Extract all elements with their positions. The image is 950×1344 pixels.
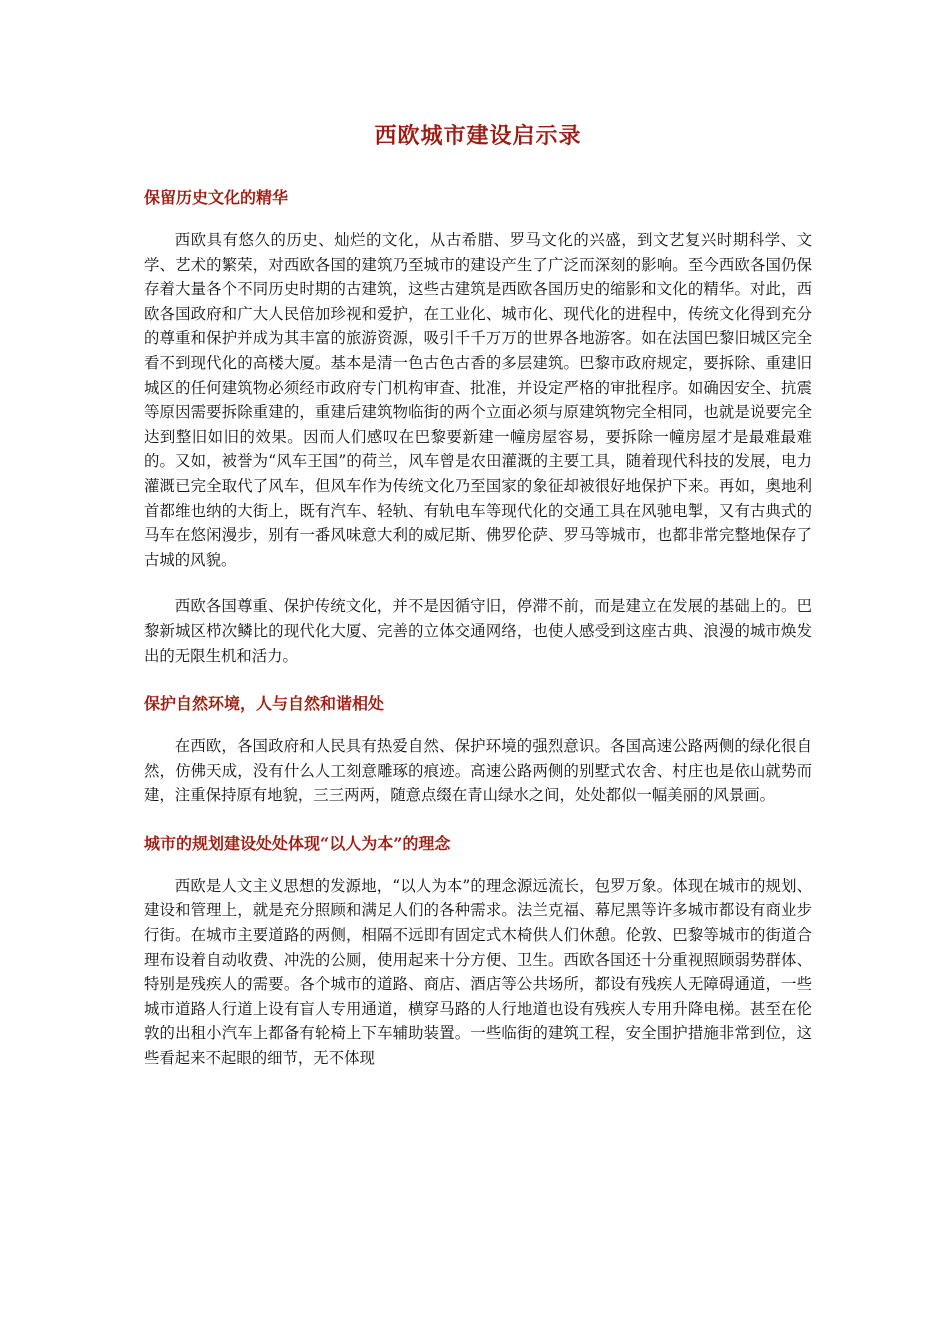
section-history (144, 184, 812, 668)
document-title: 西欧城市建设启示录 (374, 123, 582, 149)
body-paragraph: 西欧具有悠久的历史、灿烂的文化，从古希腊、罗马文化的兴盛，到文艺复兴时期科学、文学、艺术的繁荣，对西欧各国的建筑乃至城市的建设产生了广泛而深刻的影响。至今西欧各国仍保存着大量各个不同历史时期的古建筑，这些古建筑是西欧各国历史的缩影和文化的精华。对此，西欧各国政府和广大人民倍加珍视和爱护，在工业化、城市化、现代化的进程中，传统文化得到充分的尊重和保护并成为其丰富的旅游资源，吸引千千万万的世界各地游客。如在法国巴黎旧城区完全看不到现代化的高楼大厦。基本是清一色古色古香的多层建筑。巴黎市政府规定，要拆除、重建旧城区的任何建筑物必须经市政府专门机构审查、批准，并设定严格的审批程序。如确因安全、抗震等原因需要拆除重建的，重建后建筑物临街的两个立面必须与原建筑物完全相同，也就是说要完全达到整旧如旧的效果。因而人们感叹在巴黎要新建一幢房屋容易，要拆除一幢房屋才是最难最难的。又如，被誉为“风车王国”的荷兰，风车曾是农田灌溉的主要工具，随着现代科技的发展，电力灌溉已完全取代了风车，但风车作为传统文化乃至国家的象征却被很好地保护下来。再如，奥地利首都维也纳的大街上，既有汽车、轻轨、有轨电车等现代化的交通工具在风驰电掣，又有古典式的马车在悠闲漫步，别有一番风味意大利的威尼斯、佛罗伦萨、罗马等城市，也都非常完整地保存了古城的风貌。 (144, 231, 812, 569)
document-body (144, 118, 812, 1093)
body-paragraph: 西欧各国尊重、保护传统文化，并不是因循守旧，停滞不前，而是建立在发展的基础上的。巴黎新城区栉次鳞比的现代化大厦、完善的立体交通网络，也使人感受到这座古典、浪漫的城市焕发出的无限生机和活力。 (144, 597, 812, 665)
section-people-oriented (144, 830, 812, 1071)
section-heading: 保护自然环境，人与自然和谐相处 (144, 694, 385, 714)
body-paragraph: 西欧是人文主义思想的发源地，“以人为本”的理念源远流长，包罗万象。体现在城市的规划、建设和管理上，就是充分照顾和满足人们的各种需求。法兰克福、幕尼黑等许多城市都设有商业步行街。在城市主要道路的两侧，相隔不远即有固定式木椅供人们休憩。伦敦、巴黎等城市的街道合理布设着自动收费、冲洗的公厕，使用起来十分方便、卫生。西欧各国还十分重视照顾弱势群体、特别是残疾人的需要。各个城市的道路、商店、酒店等公共场所，都设有残疾人无障碍通道，一些城市道路人行道上设有盲人专用通道，横穿马路的人行地道也设有残疾人专用升降电梯。甚至在伦敦的出租小汽车上都备有轮椅上下车辅助装置。一些临街的建筑工程，安全围护措施非常到位，这些看起来不起眼的细节，无不体现 (144, 876, 812, 1068)
section-nature (144, 690, 812, 808)
body-paragraph: 在西欧，各国政府和人民具有热爱自然、保护环境的强烈意识。各国高速公路两侧的绿化很自然，仿佛天成，没有什么人工刻意雕琢的痕迹。高速公路两侧的别墅式农舍、村庄也是依山就势而建，注重保持原有地貌，三三两两，随意点缀在青山绿水之间，处处都似一幅美丽的风景画。 (144, 737, 812, 805)
section-heading: 保留历史文化的精华 (144, 188, 289, 207)
section-heading: 城市的规划建设处处体现“以人为本”的理念 (144, 833, 451, 853)
